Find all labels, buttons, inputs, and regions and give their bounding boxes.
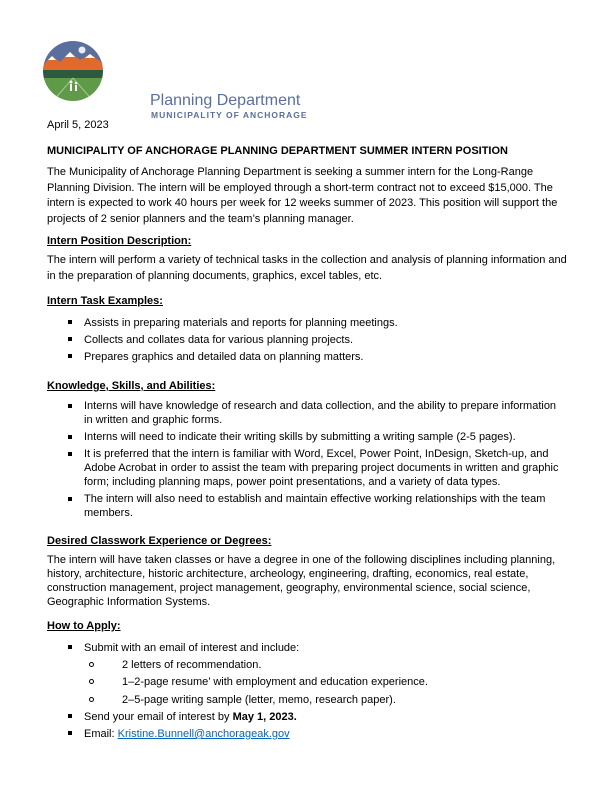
list-item: Interns will need to indicate their writing skills by submitting a writing sample (2-5 pages).	[47, 430, 567, 444]
ksa-list	[47, 399, 567, 520]
list-item: Collects and collates data for various planning projects.	[47, 332, 567, 349]
logo	[42, 40, 308, 120]
list-item	[47, 709, 567, 726]
logo-subtitle: MUNICIPALITY OF ANCHORAGE	[151, 110, 308, 120]
intro-paragraph: The Municipality of Anchorage Planning Department is seeking a summer intern for the Long-Range Planning Division. The intern will be employed through a short-term contract not to exceed $15,000. The intern is expected to work 40 hours per week for 12 weeks summer of 2023. This position will support the projects of 2 senior planners and the team’s planning manager.	[47, 166, 558, 225]
sub-list-item: 2–5-page writing sample (letter, memo, research paper).	[47, 692, 567, 709]
deadline-prefix: Send your email of interest by	[84, 710, 233, 723]
deadline-date: May 1, 2023.	[232, 710, 297, 723]
how-to-apply-heading: How to Apply:	[47, 620, 121, 632]
planning-logo-icon	[42, 40, 104, 102]
degrees-text: The intern will have taken classes or have a degree in one of the following disciplines including planning, history, architecture, historic architecture, archeology, engineering, drafting, economics, real estate, construction management, project management, geography, environmental science, social science, Geographic Information Systems.	[47, 554, 556, 608]
sub-list-item: 1–2-page resume’ with employment and education experience.	[47, 674, 567, 691]
date: April 5, 2023	[47, 119, 109, 131]
list-item: Submit with an email of interest and include:	[47, 640, 567, 657]
logo-title: Planning Department	[150, 92, 301, 109]
list-item	[47, 726, 567, 743]
apply-list	[47, 640, 567, 743]
list-item: Interns will have knowledge of research and data collection, and the ability to prepare information in written and graphic forms.	[47, 399, 567, 427]
ksa-heading: Knowledge, Skills, and Abilities:	[47, 380, 216, 392]
list-item: Assists in preparing materials and reports for planning meetings.	[47, 315, 567, 332]
task-examples-heading: Intern Task Examples:	[47, 295, 163, 307]
document-title: MUNICIPALITY OF ANCHORAGE PLANNING DEPARTMENT SUMMER INTERN POSITION	[47, 145, 508, 157]
list-item: The intern will also need to establish and maintain effective working relationships with the team members.	[47, 492, 567, 520]
position-description-text: The intern will perform a variety of technical tasks in the collection and analysis of planning information and in the preparation of planning documents, graphics, excel tables, etc.	[47, 254, 567, 282]
task-list	[47, 315, 567, 366]
list-item: It is preferred that the intern is familiar with Word, Excel, Power Point, InDesign, Sketch-up, and Adobe Acrobat in order to assist the team with preparing project documents in written and graphic form; including planning maps, power point presentations, and a variety of data types.	[47, 447, 567, 489]
list-item: Prepares graphics and detailed data on planning matters.	[47, 349, 567, 366]
degrees-heading: Desired Classwork Experience or Degrees:	[47, 535, 272, 547]
email-label: Email:	[84, 728, 118, 741]
email-link[interactable]: Kristine.Bunnell@anchorageak.gov	[117, 728, 290, 741]
sub-list-item: 2 letters of recommendation.	[47, 657, 567, 674]
position-description-heading: Intern Position Description:	[47, 235, 192, 247]
